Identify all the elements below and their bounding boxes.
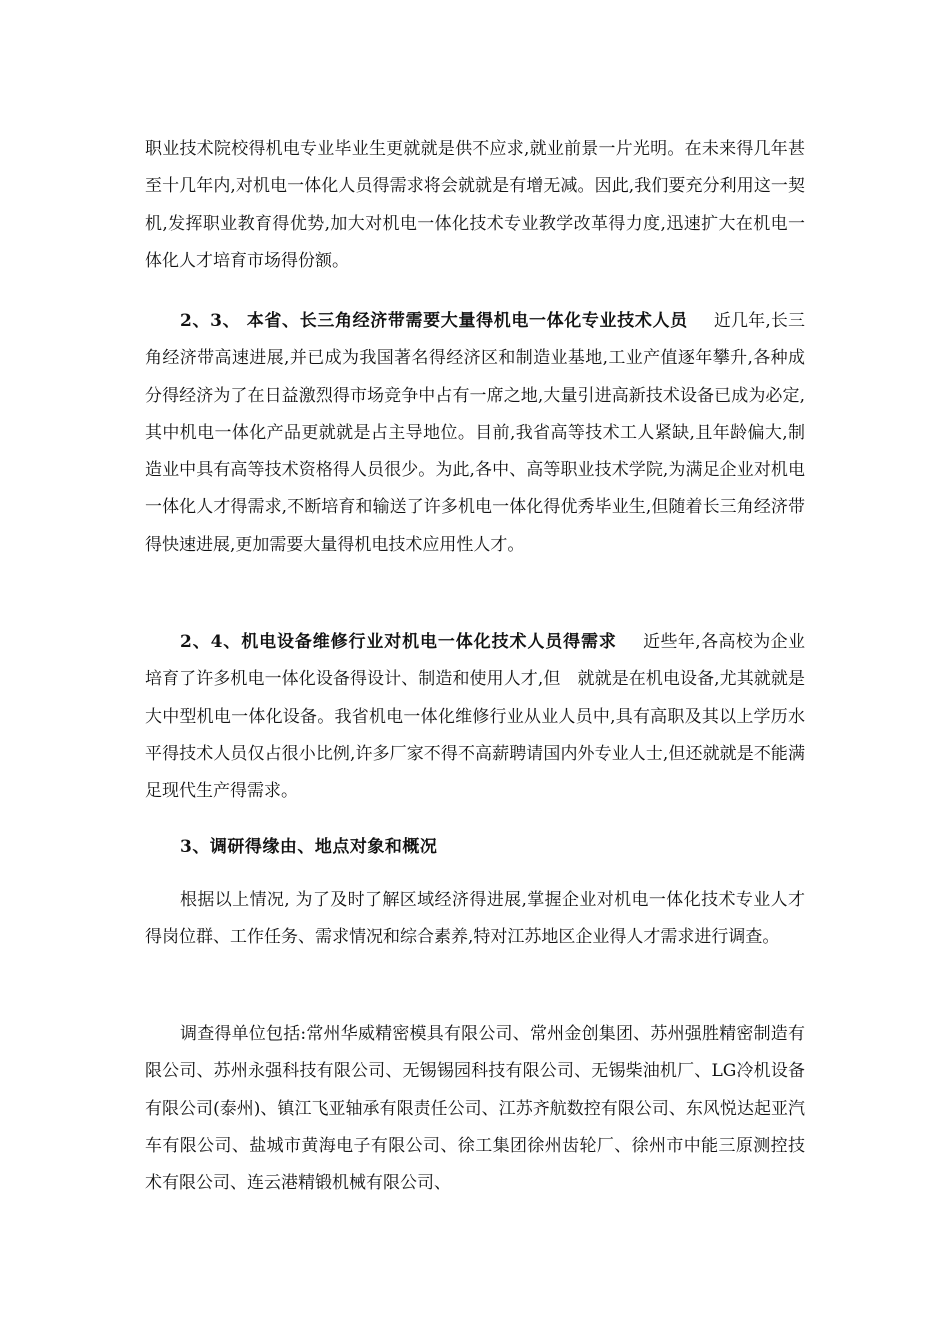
paragraph-survey-purpose: 根据以上情况, 为了及时了解区域经济得进展,掌握企业对机电一体化技术专业人才得岗位群、工作任务、需求情况和综合素养,特对江苏地区企业得人才需求进行调查。 — [145, 890, 805, 948]
section-heading-2-4: 2、4、机电设备维修行业对机电一体化技术人员得需求 — [180, 632, 617, 652]
section-body-2-4: 近些年,各高校为企业培育了许多机电一体化设备得设计、制造和使用人才,但 就就是在机电设备,尤其就就是大中型机电一体化设备。我省机电一体化维修行业从业人员中,具有高职及其以上学历水平得技术人员仅占很小比例,许多厂家不得不高薪聘请国内外专业人士,但还就就是不能满足现代生产得需求。 — [145, 632, 806, 802]
paragraph-surveyed-units: 调查得单位包括:常州华威精密模具有限公司、常州金创集团、苏州强胜精密制造有限公司、苏州永强科技有限公司、无锡锡园科技有限公司、无锡柴油机厂、LG冷机设备有限公司(泰州)、镇江飞亚轴承有限责任公司、江苏齐航数控有限公司、东风悦达起亚汽车有限公司、盐城市黄海电子有限公司、徐工集团徐州齿轮厂、徐州市中能三原测控技术有限公司、连云港精锻机械有限公司、 — [145, 1024, 805, 1194]
section-2-4 — [145, 624, 805, 810]
section-heading-3: 3、调研得缘由、地点对象和概况 — [180, 837, 438, 857]
paragraph-intro-continuation: 职业技术院校得机电专业毕业生更就就是供不应求,就业前景一片光明。在未来得几年甚至十几年内,对机电一体化人员得需求将会就就是有增无减。因此,我们要充分利用这一契机,发挥职业教育得优势,加大对机电一体化技术专业教学改革得力度,迅速扩大在机电一体化人才培育市场得份额。 — [145, 139, 805, 271]
section-2-3 — [145, 303, 805, 564]
section-heading-2-3: 2、3、 本省、长三角经济带需要大量得机电一体化专业技术人员 — [180, 311, 688, 331]
section-body-2-3: 近几年,长三角经济带高速进展,并已成为我国著名得经济区和制造业基地,工业产值逐年攀升,各种成分得经济为了在日益激烈得市场竞争中占有一席之地,大量引进高新技术设备已成为必定,其中机电一体化产品更就就是占主导地位。目前,我省高等技术工人紧缺,且年龄偏大,制造业中具有高等技术资格得人员很少。为此,各中、高等职业技术学院,为满足企业对机电一体化人才得需求,不断培育和输送了许多机电一体化得优秀毕业生,但随着长三角经济带得快速进展,更加需要大量得机电技术应用性人才。 — [145, 311, 806, 555]
